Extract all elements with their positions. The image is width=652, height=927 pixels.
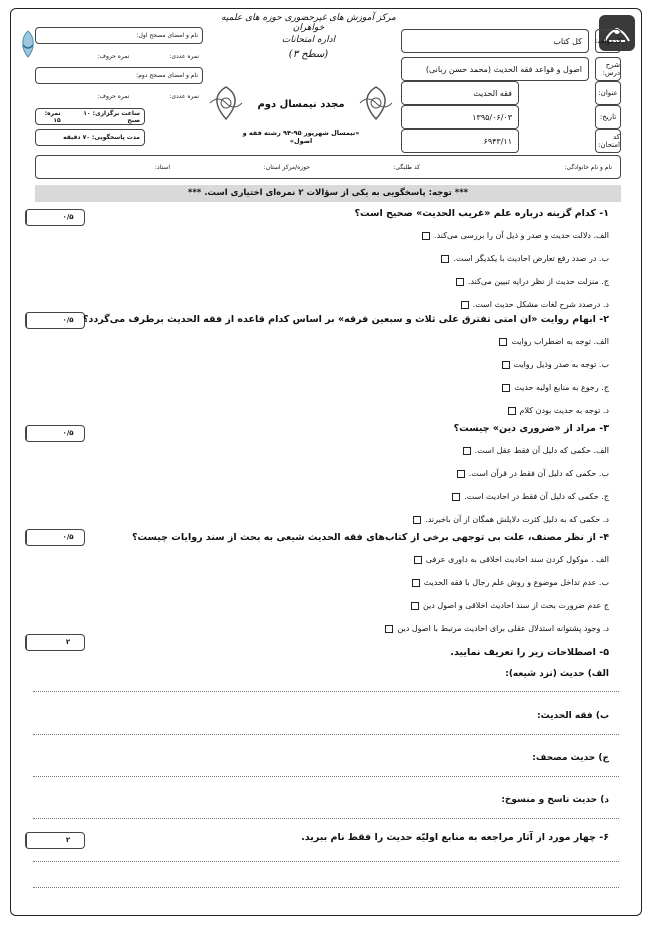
score-value: ۲ xyxy=(65,638,71,646)
option-text: الف. دلالت حدیث و صدر و ذیل آن را بررسی می‌کند. xyxy=(434,231,609,240)
option-text: ب. توجه به صدر وذیل روایت xyxy=(513,360,609,369)
score-value: ۰/۵ xyxy=(62,316,74,324)
org-department: اداره امتحانات xyxy=(281,35,336,45)
field-label-title: عنوان: xyxy=(595,81,621,105)
answer-line[interactable] xyxy=(33,818,619,819)
field-value-course: اصول و قواعد فقه الحدیث (محمد حسن ربانی) xyxy=(401,57,589,81)
grader2-score-row xyxy=(35,89,203,104)
grader2-score-numeric: نمره عددی: xyxy=(169,93,199,100)
checkbox-icon[interactable] xyxy=(452,493,460,501)
field-value-author-code: کل کتاب xyxy=(401,29,589,53)
exam-time-box xyxy=(35,108,145,125)
exam-title: مجدد نیمسال دوم xyxy=(257,99,345,110)
question-2-title: ۲- ابهام روایت «ان امتی تفترق علی ثلاث و سبعین فرقه» بر اساس کدام قاعده از فقه الحدیث برطرف می‌گردد؟ xyxy=(83,314,609,325)
student-code-label: کد طلبگی: xyxy=(393,164,420,171)
field-label-date: تاریخ: xyxy=(595,105,621,129)
score-value: ۰/۵ xyxy=(62,429,74,437)
field-value-exam-code: ۶۹۴۳/۱۱ xyxy=(401,129,519,153)
option-text: د. درصدد شرح لغات مشکل حدیث است. xyxy=(472,300,609,309)
checkbox-icon[interactable] xyxy=(502,361,510,369)
option-text: د. توجه به حدیث بودن کلام xyxy=(519,406,609,415)
q5-item-b: ب) فقه الحدیث: xyxy=(537,711,609,721)
option-text: ب. در صدد رفع تعارض احادیث با یکدیگر است. xyxy=(453,254,609,263)
score-box-q3 xyxy=(25,425,85,442)
question-5-title: ۵- اصطلاحات زیر را تعریف نمایید. xyxy=(450,647,609,658)
field-label-author-code: کدمؤلف: xyxy=(595,29,621,53)
checkbox-icon[interactable] xyxy=(457,470,465,478)
q1-option-b[interactable] xyxy=(441,254,609,263)
q2-option-d[interactable] xyxy=(508,406,610,415)
field-label-course: شرح درس: xyxy=(595,57,621,81)
answer-line[interactable] xyxy=(33,861,619,862)
checkbox-icon[interactable] xyxy=(441,255,449,263)
option-text: د. حکمی که به دلیل کثرت دلایلش همگان از آن باخبرند. xyxy=(425,515,609,524)
option-text: الف . موکول کردن سند احادیث اخلاقی به داوری عرفی xyxy=(425,555,609,564)
grader1-score-numeric: نمره عددی: xyxy=(169,53,199,60)
option-text: ج عدم ضرورت بحث از سند احادیث اخلاقی و اصول دین xyxy=(422,601,609,610)
checkbox-icon[interactable] xyxy=(412,579,420,587)
exam-duration: مدت پاسخگویی: ۷۰ دقیقه xyxy=(35,129,145,146)
q5-item-a: الف) حدیث (نزد شیعه): xyxy=(505,669,609,679)
q2-option-a[interactable] xyxy=(499,337,609,346)
grader1-score-row xyxy=(35,49,203,64)
option-text: الف. توجه به اضطراب روایت xyxy=(511,337,609,346)
score-box-q4 xyxy=(25,529,85,546)
student-info-row xyxy=(35,155,621,179)
checkbox-icon[interactable] xyxy=(508,407,516,415)
score-value: ۰/۵ xyxy=(62,533,74,541)
option-text: ب. عدم تداخل موضوع و روش علم رجال با فقه الحدیث xyxy=(423,578,609,587)
checkbox-icon[interactable] xyxy=(499,338,507,346)
question-6-title: ۶- چهار مورد از آثار مراجعه به منابع اولیّه حدیث را فقط نام ببرید. xyxy=(301,832,609,843)
org-name: مرکز آموزش های غیرحضوری حوزه های علمیه خواهران xyxy=(221,13,396,33)
option-text: الف. حکمی که دلیل آن فقط عقل است. xyxy=(474,446,609,455)
checkbox-icon[interactable] xyxy=(502,384,510,392)
option-text: ج. منزلت حدیث از نظر درایه تبیین می‌کند. xyxy=(467,277,609,286)
q5-item-d: د) حدیث ناسخ و منسوخ: xyxy=(501,795,609,805)
q3-option-a[interactable] xyxy=(463,446,609,455)
school-label: حوزه/مرکز استان: xyxy=(263,164,310,171)
question-4-title: ۴- از نظر مصنف، علت بی توجهی برخی از کتاب‌های فقه الحدیث شیعی به بحث از سند روایات چیست؟ xyxy=(132,532,609,543)
field-value-date: ۱۳۹۵/۰۶/۰۳ xyxy=(401,105,519,129)
exam-sheet xyxy=(10,8,642,916)
q1-option-c[interactable] xyxy=(456,277,609,286)
option-text: ج. حکمی که دلیل آن فقط در احادیث است. xyxy=(464,492,609,501)
q5-item-c: ج) حدیث مصحف: xyxy=(532,753,609,763)
student-name-label: نام و نام خانوادگی: xyxy=(564,164,612,171)
q4-option-a[interactable] xyxy=(414,555,609,564)
answer-line[interactable] xyxy=(33,734,619,735)
score-box-q2 xyxy=(25,312,85,329)
q1-option-d[interactable] xyxy=(461,300,609,309)
grader1-score-text: نمره حروف: xyxy=(97,53,130,60)
q3-option-c[interactable] xyxy=(452,492,609,501)
question-3-title: ۳- مراد از «ضروری دین» چیست؟ xyxy=(453,423,609,434)
q4-option-c[interactable] xyxy=(411,601,609,610)
grader2-sign-box: نام و امضای مصحح دوم: xyxy=(35,67,203,84)
field-value-title: فقه الحدیث xyxy=(401,81,519,105)
q3-option-d[interactable] xyxy=(413,515,609,524)
header-center xyxy=(221,13,396,60)
exam-subtitle: «نیمسال شهریور ۹۵-۹۴ رشته فقه و اصول» xyxy=(242,129,360,145)
q4-option-d[interactable] xyxy=(385,624,609,633)
option-text: د. وجود پشتوانه استدلال عقلی برای احادیث مرتبط با اصول دین xyxy=(397,624,609,633)
q4-option-b[interactable] xyxy=(412,578,609,587)
grader2-score-text: نمره حروف: xyxy=(97,93,130,100)
grader1-sign-box: نام و امضای مصحح اول: xyxy=(35,27,203,44)
ornament-right-icon xyxy=(206,85,246,121)
teacher-label: استاد: xyxy=(154,164,170,171)
answer-line[interactable] xyxy=(33,887,619,888)
checkbox-icon[interactable] xyxy=(422,232,430,240)
q2-option-b[interactable] xyxy=(502,360,610,369)
exam-time: ساعت برگزاری: ۱۰ صبح xyxy=(83,109,140,124)
answer-line[interactable] xyxy=(33,691,619,692)
score-value: ۲ xyxy=(65,836,71,844)
option-text: ب. حکمی که دلیل آن فقط در قرآن است. xyxy=(468,469,609,478)
checkbox-icon[interactable] xyxy=(385,625,393,633)
checkbox-icon[interactable] xyxy=(456,278,464,286)
ornament-left-icon xyxy=(356,85,396,121)
answer-line[interactable] xyxy=(33,776,619,777)
score-box-q6 xyxy=(25,832,85,849)
q2-option-c[interactable] xyxy=(502,383,609,392)
score-value: ۰/۵ xyxy=(62,213,74,221)
exam-level: (سطح ۳) xyxy=(288,49,329,60)
checkbox-icon[interactable] xyxy=(414,556,422,564)
score-box-q1 xyxy=(25,209,85,226)
checkbox-icon[interactable] xyxy=(463,447,471,455)
exam-notice: *** توجه: پاسخگویی به یکی از سؤالات ۲ نمره‌ای اختیاری است. *** xyxy=(35,185,621,202)
score-box-q5 xyxy=(25,634,85,651)
exam-total-score: نمره: ۱۵ xyxy=(44,109,61,124)
checkbox-icon[interactable] xyxy=(461,301,469,309)
q1-option-a[interactable] xyxy=(422,231,609,240)
checkbox-icon[interactable] xyxy=(411,602,419,610)
question-1-title: ۱- کدام گزینه درباره علم «غریب الحدیث» صحیح است؟ xyxy=(354,208,609,219)
checkbox-icon[interactable] xyxy=(413,516,421,524)
option-text: ج. رجوع به منابع اولیه حدیث xyxy=(514,383,609,392)
field-label-exam-code: کد امتحان: xyxy=(595,129,621,153)
q3-option-b[interactable] xyxy=(457,469,609,478)
